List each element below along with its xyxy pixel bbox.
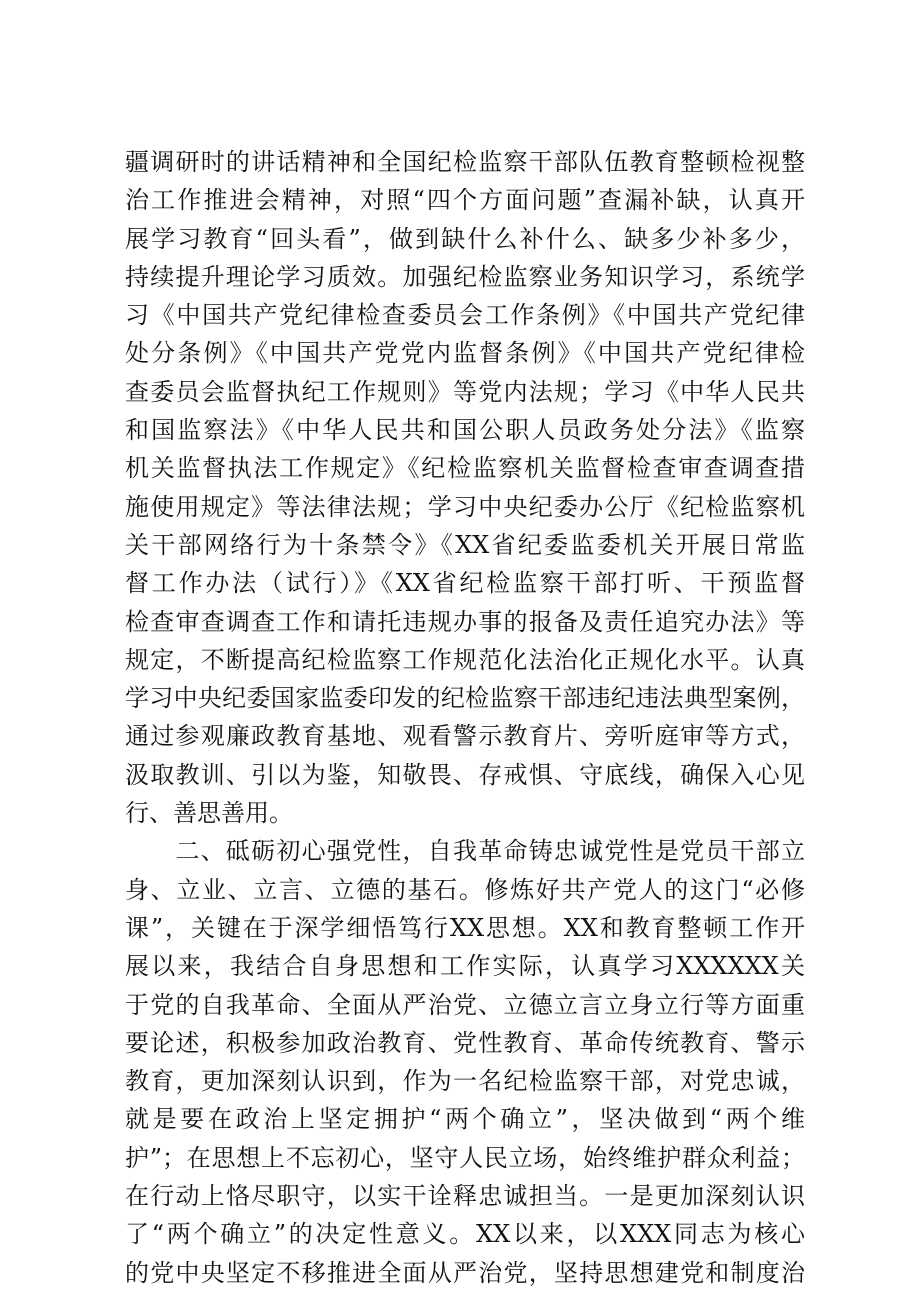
body-text bbox=[125, 143, 805, 1292]
text-line: 督工作办法（试行）》《XX省纪检监察干部打听、干预监督 bbox=[125, 569, 805, 598]
text-line: 疆调研时的讲话精神和全国纪检监察干部队伍教育整顿检视整 bbox=[125, 148, 805, 176]
text-line: 了“两个确立”的决定性意义。XX以来，以XXX同志为核心 bbox=[125, 1220, 805, 1249]
text-line: 展以来，我结合自身思想和工作实际，认真学习XXXXXX关 bbox=[125, 952, 805, 981]
text-line: 身、立业、立言、立德的基石。修炼好共产党人的这门“必修 bbox=[125, 875, 805, 904]
text-line: 治工作推进会精神，对照“四个方面问题”查漏补缺，认真开 bbox=[125, 186, 805, 215]
text-line: 处分条例》《中国共产党党内监督条例》《中国共产党纪律检 bbox=[125, 339, 805, 368]
text-line: 学习中央纪委国家监委印发的纪检监察干部违纪违法典型案例， bbox=[125, 684, 805, 713]
text-line: 于党的自我革命、全面从严治党、立德立言立身立行等方面重 bbox=[125, 990, 805, 1019]
text-line: 规定，不断提高纪检监察工作规范化法治化正规化水平。认真 bbox=[125, 645, 805, 674]
text-line: 关干部网络行为十条禁令》《XX省纪委监委机关开展日常监 bbox=[125, 530, 805, 559]
text-line: 机关监督执法工作规定》《纪检监察机关监督检查审查调查措 bbox=[125, 454, 805, 483]
text-line: 展学习教育“回头看”，做到缺什么补什么、缺多少补多少， bbox=[125, 224, 805, 253]
text-line: 检查审查调查工作和请托违规办事的报备及责任追究办法》等 bbox=[125, 607, 805, 636]
text-line: 通过参观廉政教育基地、观看警示教育片、旁听庭审等方式， bbox=[125, 722, 805, 751]
text-line: 就是要在政治上坚定拥护“两个确立”，坚决做到“两个维 bbox=[125, 1105, 805, 1134]
text-line: 教育，更加深刻认识到，作为一名纪检监察干部，对党忠诚， bbox=[125, 1067, 805, 1096]
text-line: 和国监察法》《中华人民共和国公职人员政务处分法》《监察 bbox=[125, 416, 805, 445]
text-line: 查委员会监督执纪工作规则》等党内法规；学习《中华人民共 bbox=[125, 377, 805, 406]
text-line: 在行动上恪尽职守，以实干诠释忠诚担当。一是更加深刻认识 bbox=[125, 1182, 805, 1211]
text-line: 要论述，积极参加政治教育、党性教育、革命传统教育、警示 bbox=[125, 1028, 805, 1057]
text-line: 行、善思善用。 bbox=[125, 799, 293, 828]
text-line: 护”；在思想上不忘初心，坚守人民立场，始终维护群众利益； bbox=[125, 1143, 805, 1172]
text-line: 二、砥砺初心强党性，自我革命铸忠诚党性是党员干部立 bbox=[125, 837, 805, 866]
text-line: 的党中央坚定不移推进全面从严治党，坚持思想建党和制度治 bbox=[125, 1258, 805, 1287]
text-line: 施使用规定》等法律法规；学习中央纪委办公厅《纪检监察机 bbox=[125, 492, 805, 521]
text-line: 习《中国共产党纪律检查委员会工作条例》《中国共产党纪律 bbox=[125, 301, 805, 330]
text-line: 汲取教训、引以为鉴，知敬畏、存戒惧、守底线，确保入心见 bbox=[125, 760, 805, 789]
text-line: 持续提升理论学习质效。加强纪检监察业务知识学习，系统学 bbox=[125, 262, 805, 291]
text-line: 课”，关键在于深学细悟笃行XX思想。XX和教育整顿工作开 bbox=[125, 913, 805, 942]
